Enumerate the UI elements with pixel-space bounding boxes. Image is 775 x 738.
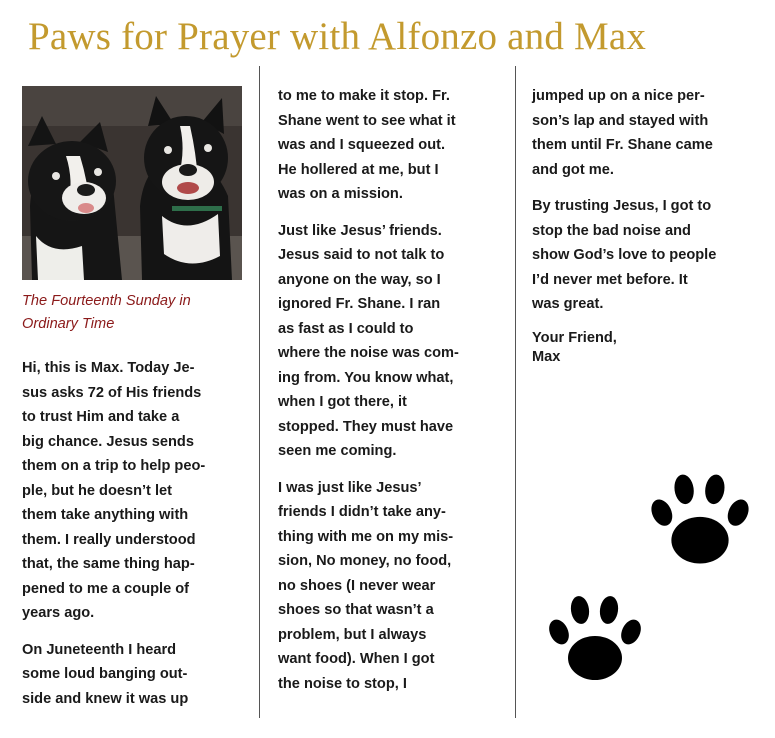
- text-line: as fast as I could to: [278, 320, 414, 337]
- page-title: Paws for Prayer with Alfonzo and Max: [28, 15, 647, 58]
- column-divider-left: [259, 66, 260, 718]
- text-line: and got me.: [532, 161, 614, 178]
- paw-print-icon: [544, 588, 646, 688]
- text-line: them until Fr. Shane came: [532, 137, 713, 153]
- text-line: anyone on the way, so I: [278, 271, 441, 288]
- text-line: was great.: [532, 296, 604, 312]
- text-line: the noise to stop, I: [278, 675, 407, 692]
- text-line: shoes so that wasn’t a: [278, 602, 434, 618]
- text-line: them take anything with: [22, 507, 189, 523]
- text-line: Jesus said to not talk to: [278, 247, 445, 263]
- signature-closing: Your Friend,: [532, 329, 617, 346]
- text-line: seen me coming.: [278, 443, 397, 459]
- column-divider-right: [515, 66, 516, 718]
- column-2: [278, 84, 510, 696]
- text-line: no shoes (I never wear: [278, 577, 436, 594]
- caption-line: The Fourteenth Sunday in: [22, 293, 191, 309]
- text-line: Hi, this is Max. Today Je-: [22, 360, 195, 376]
- text-line: sus asks 72 of His friends: [22, 384, 202, 401]
- paragraph: [278, 476, 510, 697]
- text-line: sion, No money, no food,: [278, 553, 452, 569]
- column-1: [22, 356, 254, 711]
- text-line: thing with me on my mis-: [278, 528, 454, 545]
- text-line: ing from. You know what,: [278, 369, 454, 386]
- text-line: pened to me a couple of: [22, 580, 190, 597]
- text-line: I’d never met before. It: [532, 271, 688, 288]
- text-line: stopped. They must have: [278, 418, 454, 435]
- text-line: stop the bad noise and: [532, 222, 691, 239]
- text-line: some loud banging out-: [22, 666, 188, 682]
- text-line: friends I didn’t take any-: [278, 504, 446, 520]
- dogs-photo: [22, 86, 242, 280]
- text-line: jumped up on a nice per-: [532, 88, 705, 104]
- paragraph: [532, 194, 768, 317]
- text-line: On Juneteenth I heard: [22, 641, 177, 658]
- text-line: Just like Jesus’ friends.: [278, 222, 442, 239]
- text-line: son’s lap and stayed with: [532, 112, 709, 129]
- paragraph: [278, 219, 510, 464]
- text-line: ple, but he doesn’t let: [22, 482, 172, 499]
- text-line: side and knew it was up: [22, 690, 189, 707]
- text-line: was on a mission.: [278, 186, 403, 202]
- text-line: that, the same thing hap-: [22, 556, 195, 572]
- text-line: I was just like Jesus’: [278, 479, 422, 496]
- signature-name: Max: [532, 348, 561, 365]
- text-line: when I got there, it: [278, 394, 407, 410]
- text-line: was and I squeezed out.: [278, 137, 446, 153]
- signature: [532, 329, 768, 367]
- paragraph: [22, 356, 254, 626]
- photo-caption: [22, 290, 191, 336]
- text-line: where the noise was com-: [278, 345, 459, 361]
- text-line: By trusting Jesus, I got to: [532, 198, 712, 214]
- text-line: to me to make it stop. Fr.: [278, 88, 450, 104]
- paragraph: [22, 638, 254, 712]
- text-line: big chance. Jesus sends: [22, 433, 194, 450]
- paragraph: [532, 84, 768, 182]
- text-line: show God’s love to people: [532, 247, 717, 263]
- text-line: He hollered at me, but I: [278, 161, 439, 178]
- paw-print-icon: [646, 466, 754, 572]
- text-line: to trust Him and take a: [22, 409, 180, 425]
- text-line: them on a trip to help peo-: [22, 458, 206, 474]
- text-line: want food). When I got: [278, 651, 435, 667]
- column-3: [532, 84, 768, 367]
- caption-line: Ordinary Time: [22, 316, 115, 332]
- text-line: years ago.: [22, 605, 95, 621]
- text-line: problem, but I always: [278, 626, 427, 643]
- text-line: Shane went to see what it: [278, 112, 456, 129]
- text-line: ignored Fr. Shane. I ran: [278, 296, 441, 312]
- text-line: them. I really understood: [22, 531, 196, 548]
- paragraph: [278, 84, 510, 207]
